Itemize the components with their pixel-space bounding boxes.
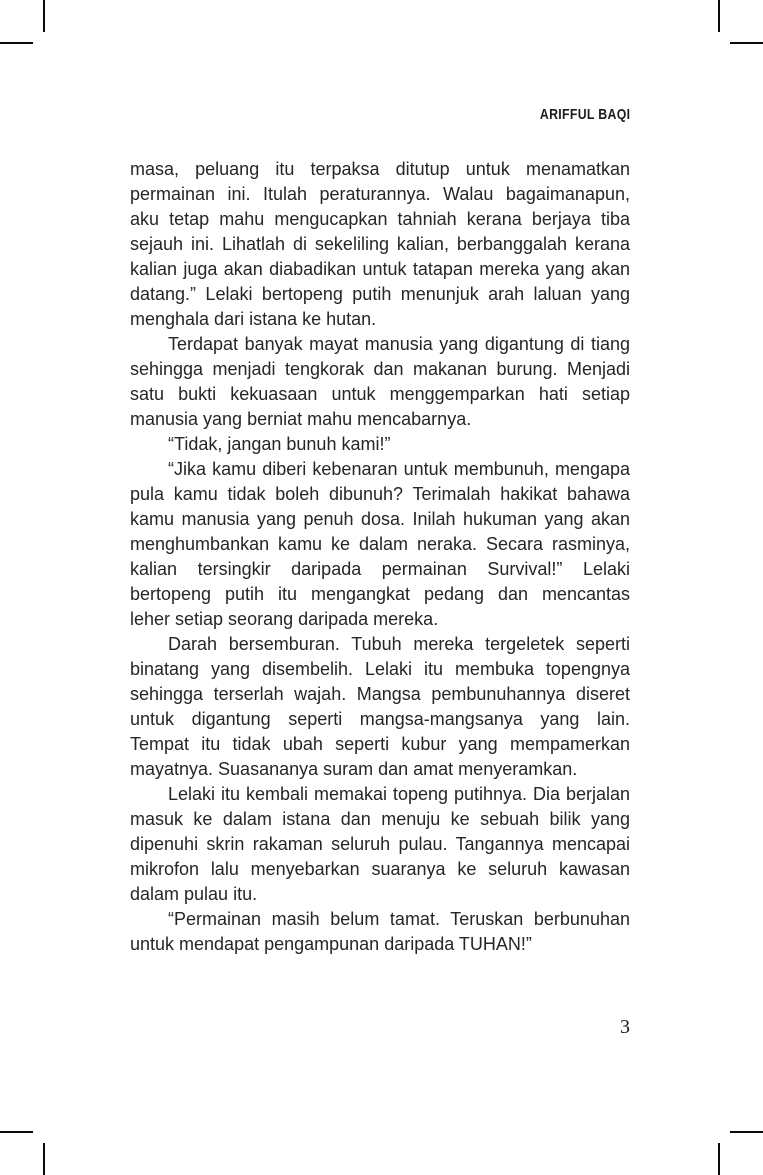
text-line: leher setiap seorang daripada mereka. xyxy=(130,609,439,629)
text-line: untuk mendapat pengampunan daripada TUHAN!” xyxy=(130,934,532,954)
text-line: sehingga terserlah wajah. Mangsa pembunuhannya diseret xyxy=(130,684,630,704)
text-line: aku tetap mahu mengucapkan tahniah kerana berjaya tiba xyxy=(130,209,630,229)
text-line: mikrofon lalu menyebarkan suaranya ke seluruh kawasan xyxy=(130,859,630,879)
text-line: Tempat itu tidak ubah seperti kubur yang mempamerkan xyxy=(130,734,630,754)
text-line: manusia yang berniat mahu mencabarnya. xyxy=(130,409,472,429)
text-line: mayatnya. Suasananya suram dan amat menyeramkan. xyxy=(130,759,578,779)
text-line: permainan ini. Itulah peraturannya. Walau bagaimanapun, xyxy=(130,184,630,204)
text-line: Terdapat banyak mayat manusia yang digantung di tiang xyxy=(168,334,630,354)
text-line: kalian tersingkir daripada permainan Survival!” Lelaki xyxy=(130,559,630,579)
text-line: dalam pulau itu. xyxy=(130,884,258,904)
crop-mark-top-left-vertical xyxy=(43,0,45,32)
text-line: pula kamu tidak boleh dibunuh? Terimalah hakikat bahawa xyxy=(130,484,630,504)
crop-mark-top-right-horizontal xyxy=(730,42,763,44)
text-line: Darah bersemburan. Tubuh mereka tergeletek seperti xyxy=(168,634,630,654)
text-line: untuk digantung seperti mangsa-mangsanya yang lain. xyxy=(130,709,630,729)
text-line: menghala dari istana ke hutan. xyxy=(130,309,377,329)
crop-mark-top-left-horizontal xyxy=(0,42,33,44)
text-line: datang.” Lelaki bertopeng putih menunjuk arah laluan yang xyxy=(130,284,630,304)
text-line: sejauh ini. Lihatlah di sekeliling kalian, berbanggalah kerana xyxy=(130,234,630,254)
body-text xyxy=(130,157,630,957)
text-line: kalian juga akan diabadikan untuk tatapan mereka yang akan xyxy=(130,259,630,279)
crop-mark-bottom-right-vertical xyxy=(718,1143,720,1175)
text-line: kamu manusia yang penuh dosa. Inilah hukuman yang akan xyxy=(130,509,630,529)
text-line: menghumbankan kamu ke dalam neraka. Secara rasminya, xyxy=(130,534,630,554)
crop-mark-bottom-left-vertical xyxy=(43,1143,45,1175)
text-line: “Jika kamu diberi kebenaran untuk membunuh, mengapa xyxy=(168,459,630,479)
text-line: bertopeng putih itu mengangkat pedang dan mencantas xyxy=(130,584,630,604)
text-line: masuk ke dalam istana dan menuju ke sebuah bilik yang xyxy=(130,809,630,829)
crop-mark-top-right-vertical xyxy=(718,0,720,32)
running-header: ARIFFUL BAQI xyxy=(539,106,630,123)
crop-mark-bottom-left-horizontal xyxy=(0,1131,33,1133)
text-line: “Tidak, jangan bunuh kami!” xyxy=(168,434,391,454)
page-number: 3 xyxy=(620,1016,630,1038)
text-line: masa, peluang itu terpaksa ditutup untuk menamatkan xyxy=(130,159,630,179)
crop-mark-bottom-right-horizontal xyxy=(730,1131,763,1133)
text-line: satu bukti kekuasaan untuk menggemparkan hati setiap xyxy=(130,384,630,404)
text-line: sehingga menjadi tengkorak dan makanan burung. Menjadi xyxy=(130,359,630,379)
text-line: Lelaki itu kembali memakai topeng putihnya. Dia berjalan xyxy=(168,784,630,804)
text-line: dipenuhi skrin rakaman seluruh pulau. Tangannya mencapai xyxy=(130,834,630,854)
text-line: binatang yang disembelih. Lelaki itu membuka topengnya xyxy=(130,659,630,679)
text-line: “Permainan masih belum tamat. Teruskan berbunuhan xyxy=(168,909,630,929)
